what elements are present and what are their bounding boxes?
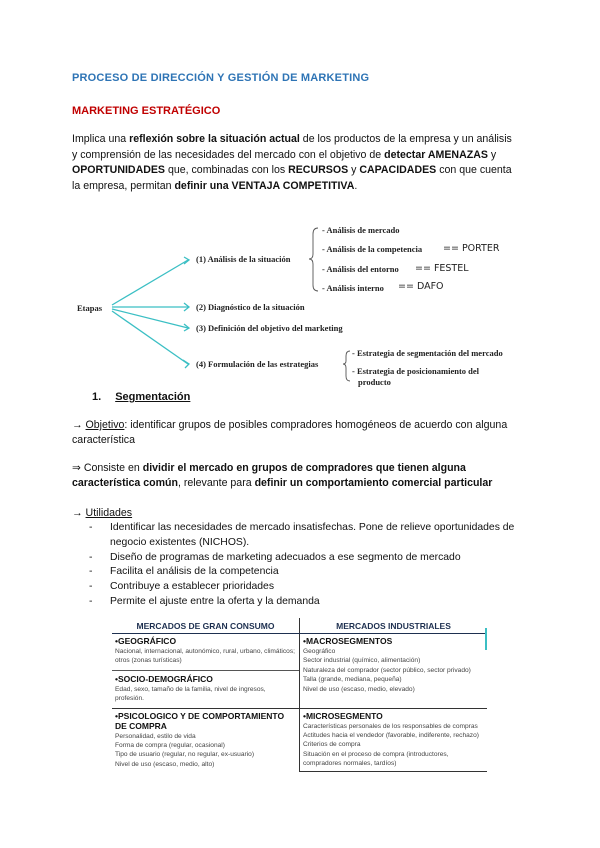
list-item: - Diseño de programas de marketing adecuados a ese segmento de mercado	[78, 551, 528, 566]
sub-analisis-competencia: - Análisis de la competencia	[322, 244, 423, 254]
segment-item: Personalidad, estilo de vida	[115, 732, 196, 740]
segment-item: Nivel de uso (escaso, medio, elevado)	[303, 685, 415, 693]
table-header-consumo: MERCADOS DE GRAN CONSUMO	[112, 618, 300, 634]
segment-title: •MICROSEGMENTO	[303, 710, 383, 721]
segment-item: Geográfico	[303, 648, 336, 655]
segment-microsegmento	[300, 708, 488, 771]
page-title: PROCESO DE DIRECCIÓN Y GESTIÓN DE MARKETING	[72, 72, 370, 84]
section-title: Segmentación	[115, 391, 191, 403]
objetivo-paragraph: → Objetivo: identificar grupos de posibles compradores homogéneos de acuerdo con alguna característica	[72, 419, 508, 446]
stage-4-label: (4) Formulación de las estrategias	[196, 359, 319, 369]
segment-item: Actitudes hacia el vendedor (favorable, indiferente, rechazo)	[303, 732, 479, 740]
table-cell-consumo-top	[112, 634, 300, 709]
segment-item: Tipo de usuario (regular, no regular, ex-usuario)	[115, 751, 255, 759]
segment-title: •GEOGRÁFICO	[115, 636, 177, 646]
segmentation-table	[112, 618, 487, 772]
list-item: - Permite el ajuste entre la oferta y la demanda	[78, 595, 528, 610]
segment-item: Situación en el proceso de compra (introductores, compradores normales, tardíos)	[303, 750, 449, 768]
utilidades-list	[78, 521, 528, 610]
brace-stage1	[309, 228, 318, 291]
list-item: - Identificar las necesidades de mercado insatisfechas. Pone de relieve oportunidades de negocio existentes (NICHOS).	[78, 521, 528, 551]
table-accent-bar	[485, 628, 487, 650]
stage-2-label: (2) Diagnóstico de la situación	[196, 302, 305, 312]
sub-analisis-entorno: - Análisis del entorno	[322, 264, 399, 274]
segment-item: Naturaleza del comprador (sector público, sector privado)	[303, 666, 471, 674]
consiste-paragraph: ⇒ Consiste en dividir el mercado en grupos de compradores que tienen alguna característica común, relevante para definir un comportamiento comercial particular	[72, 462, 493, 489]
segment-item: Características personales de los responsables de compras	[303, 722, 478, 730]
segment-title: •MACROSEGMENTOS	[303, 636, 393, 646]
segment-psicologico	[112, 708, 300, 771]
segment-macrosegmentos	[300, 634, 488, 709]
segment-item: Sector industrial (químico, alimentación)	[303, 657, 421, 665]
sub-analisis-mercado: - Análisis de mercado	[322, 225, 400, 235]
diagram-root-label: Etapas	[77, 303, 103, 313]
segment-title: •PSICOLOGICO Y DE COMPORTAMIENTO DE COMPRA	[115, 710, 285, 731]
list-item: - Facilita el análisis de la competencia	[78, 565, 528, 580]
utilidades-heading: → Utilidades	[72, 507, 133, 519]
sub-estrategia-segmentacion: - Estrategia de segmentación del mercado	[352, 348, 503, 358]
intro-paragraph: Implica una reflexión sobre la situación actual de los productos de la empresa y un análisis y comprensión de las necesidades del mercado con el objetivo de detectar AMENAZAS y OPORTUNIDADES que, combinadas con los RECURSOS y CAPACIDADES con que cuenta la empresa, permitan definir una VENTAJA COMPETITIVA.	[72, 133, 512, 192]
stage-1-label: (1) Análisis de la situación	[196, 254, 291, 264]
segment-item: Edad, sexo, tamaño de la familia, nivel de ingresos, profesión.	[115, 685, 266, 703]
segment-socio-demografico	[112, 671, 299, 708]
sub-estrategia-posicionamiento-cont: producto	[358, 377, 391, 387]
section-number: 1.	[92, 391, 102, 403]
segment-geografico	[112, 634, 299, 671]
section-subtitle: MARKETING ESTRATÉGICO	[72, 105, 221, 117]
list-item: - Contribuye a establecer prioridades	[78, 580, 528, 595]
note-festel: == FESTEL	[415, 263, 469, 274]
note-dafo: == DAFO	[398, 281, 444, 292]
arrowhead-4	[183, 360, 189, 368]
note-porter: == PORTER	[443, 243, 500, 254]
stage-3-label: (3) Definición del objetivo del marketing	[196, 323, 343, 333]
segment-item: Nacional, internacional, autonómico, rural, urbano, climáticos; otros (zonas turísticas)	[115, 648, 295, 665]
table-header-industriales: MERCADOS INDUSTRIALES	[300, 618, 488, 634]
segment-title: •SOCIO-DEMOGRÁFICO	[115, 673, 213, 684]
segment-item: Criterios de compra	[303, 741, 361, 749]
segment-item: Nivel de uso (escaso, medio, alto)	[115, 760, 215, 768]
sub-analisis-interno: - Análisis interno	[322, 283, 384, 293]
sub-estrategia-posicionamiento: - Estrategia de posicionamiento del	[352, 366, 480, 376]
arrow-to-stage1	[112, 260, 188, 305]
brace-stage4	[343, 351, 350, 381]
section-heading	[92, 391, 190, 403]
segment-item: Talla (grande, mediana, pequeña)	[303, 676, 402, 684]
segment-item: Forma de compra (regular, ocasional)	[115, 742, 225, 750]
